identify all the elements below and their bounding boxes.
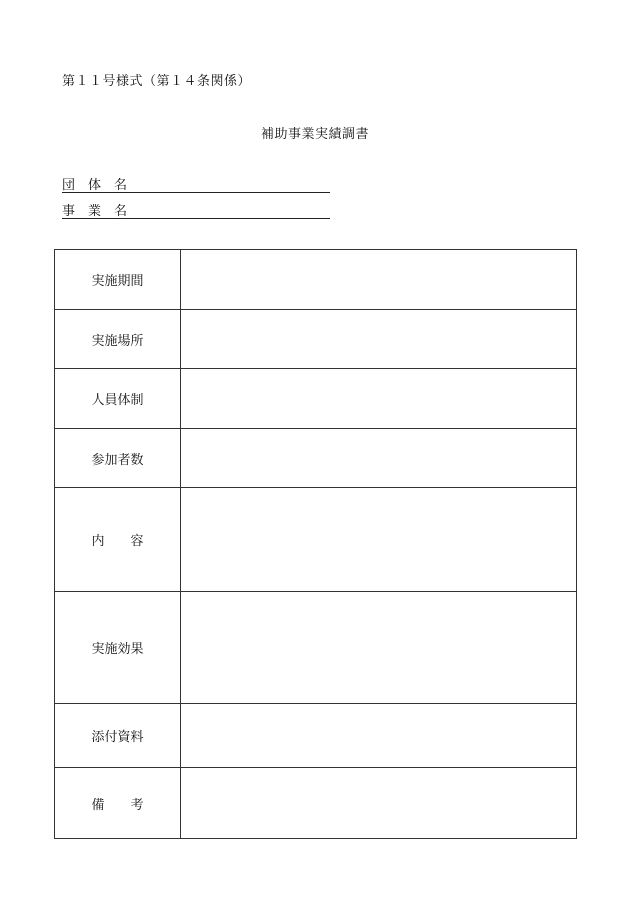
- row-label-staffing: 人員体制: [55, 369, 181, 429]
- row-label-location: 実施場所: [55, 310, 181, 369]
- organization-name-field[interactable]: [62, 174, 330, 193]
- row-value-remarks[interactable]: [181, 768, 577, 839]
- document-title: 補助事業実績調書: [260, 127, 369, 142]
- table-row: [55, 369, 577, 429]
- report-table: [54, 249, 577, 839]
- table-row: [55, 704, 577, 768]
- row-value-content[interactable]: [181, 488, 577, 592]
- row-label-remarks: 備 考: [55, 768, 181, 839]
- row-label-content: 内 容: [55, 488, 181, 592]
- form-number: 第１１号様式（第１４条関係）: [62, 74, 252, 89]
- row-label-period: 実施期間: [55, 250, 181, 310]
- project-name-field[interactable]: [62, 200, 330, 219]
- table-row: [55, 310, 577, 369]
- row-value-effect[interactable]: [181, 592, 577, 704]
- table-row: [55, 488, 577, 592]
- project-name-label: 事 業 名: [62, 204, 128, 219]
- row-value-participants[interactable]: [181, 429, 577, 488]
- row-value-period[interactable]: [181, 250, 577, 310]
- table-row: [55, 768, 577, 839]
- row-value-staffing[interactable]: [181, 369, 577, 429]
- table-row: [55, 250, 577, 310]
- table-row: [55, 429, 577, 488]
- row-label-attachments: 添付資料: [55, 704, 181, 768]
- organization-name-label: 団 体 名: [62, 178, 128, 193]
- table-row: [55, 592, 577, 704]
- row-label-participants: 参加者数: [55, 429, 181, 488]
- row-label-effect: 実施効果: [55, 592, 181, 704]
- row-value-location[interactable]: [181, 310, 577, 369]
- row-value-attachments[interactable]: [181, 704, 577, 768]
